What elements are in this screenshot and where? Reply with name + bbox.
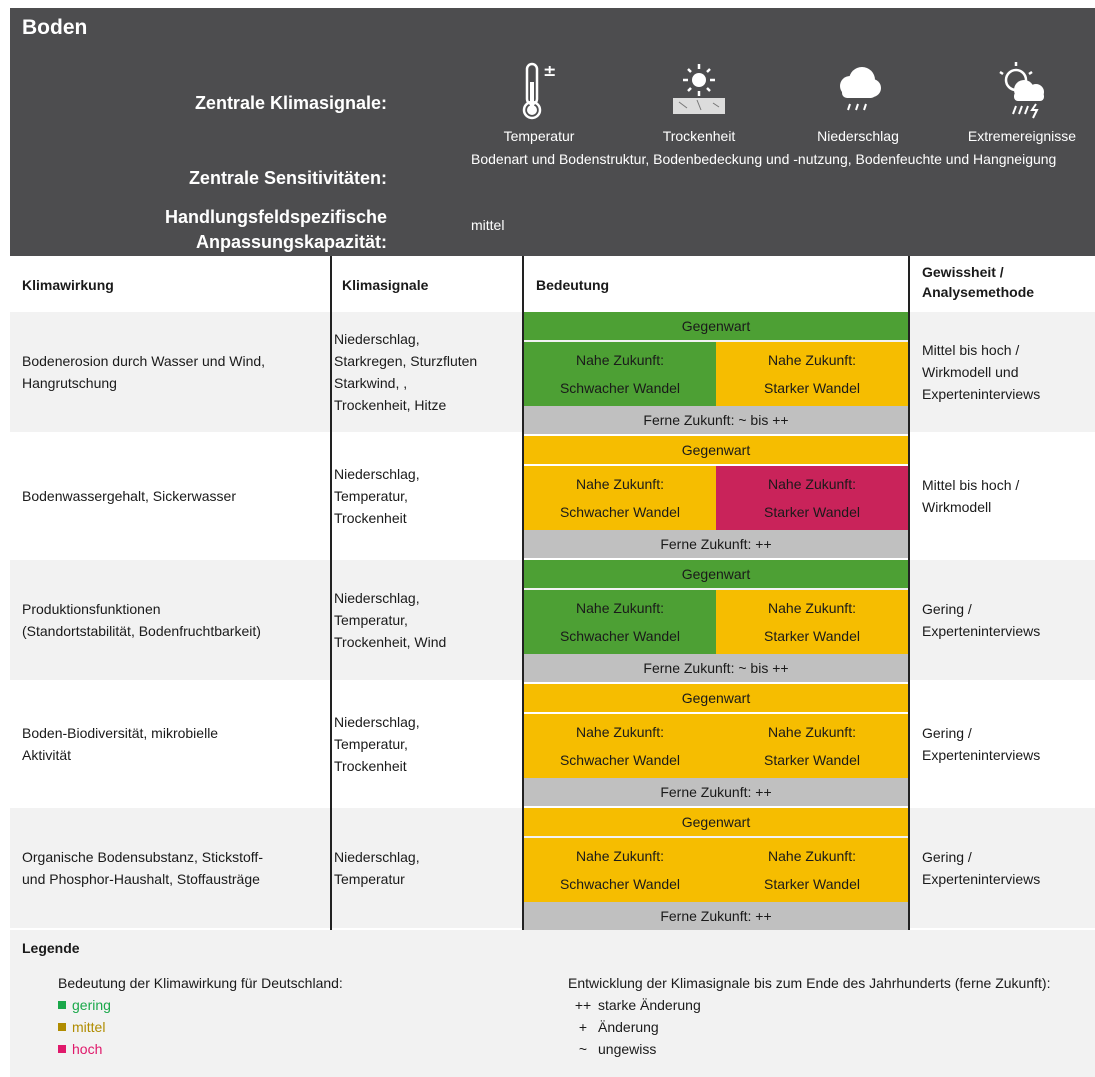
stark-label: Starker Wandel (764, 380, 860, 396)
legend-dev-symbol: ++ (574, 997, 592, 1013)
bedeutung-nahe-stark (716, 838, 908, 902)
legend-swatch (58, 1001, 66, 1009)
col-head-bedeutung: Bedeutung (536, 277, 610, 293)
bedeutung-nahe-stark (716, 590, 908, 654)
column-divider (330, 256, 332, 930)
capacity-label-line1: Handlungsfeldspezifische (164, 207, 387, 227)
legend-dev-label: Änderung (598, 1019, 659, 1035)
legend-dev-item (568, 1038, 1088, 1060)
legend-bedeutung-title: Bedeutung der Klimawirkung für Deutschland: (58, 975, 343, 991)
cell-gewissheit-text: Mittel bis hoch / Wirkmodell und Experteninterviews (922, 342, 1041, 402)
legend-swatch (58, 1045, 66, 1053)
signal-temperatur (469, 60, 609, 144)
cell-klimasignale-text: Niederschlag, Temperatur (334, 849, 420, 887)
bedeutung-ferne: Ferne Zukunft: ++ (524, 530, 908, 558)
legend-bedeutung (58, 972, 343, 1060)
cell-klimasignale (334, 312, 520, 432)
signal-label: Trockenheit (662, 128, 736, 144)
header-panel (10, 8, 1095, 256)
nahe-label: Nahe Zukunft: (768, 600, 856, 616)
cell-klimawirkung (22, 312, 327, 432)
bedeutung-gegenwart: Gegenwart (524, 808, 908, 836)
cell-klimasignale-text: Niederschlag, Temperatur, Trockenheit (334, 466, 420, 526)
impact-table (10, 256, 1095, 930)
signal-trockenheit (629, 60, 769, 144)
thermometer-icon (519, 60, 559, 122)
signal-label: Temperatur (503, 128, 575, 144)
page-title: Boden (22, 16, 88, 39)
bedeutung-block (524, 560, 908, 684)
legend-entwicklung-title: Entwicklung der Klimasignale bis zum Ende des Jahrhunderts (ferne Zukunft): (568, 975, 1051, 991)
nahe-label: Nahe Zukunft: (576, 600, 664, 616)
cell-klimasignale (334, 684, 520, 804)
cell-klimasignale-text: Niederschlag, Temperatur, Trockenheit, Wind (334, 590, 447, 650)
sensitivities-label: Zentrale Sensitivitäten: (188, 168, 387, 188)
legend-item-hoch (58, 1038, 343, 1060)
cell-gewissheit-text: Gering / Experteninterviews (922, 601, 1041, 639)
cell-gewissheit-text: Gering / Experteninterviews (922, 725, 1041, 763)
capacity-label (165, 205, 387, 255)
rain-cloud-icon (832, 60, 884, 122)
legend-entwicklung (568, 972, 1088, 1060)
bedeutung-nahe-stark (716, 714, 908, 778)
bedeutung-block (524, 312, 908, 436)
sensitivities-text: Bodenart und Bodenstruktur, Bodenbedeckung und -nutzung, Bodenfeuchte und Hangneigung (471, 151, 1057, 167)
legend-dev-symbol: + (578, 1019, 588, 1035)
bedeutung-gegenwart: Gegenwart (524, 436, 908, 464)
nahe-label: Nahe Zukunft: (768, 724, 856, 740)
cell-klimawirkung (22, 684, 327, 804)
bedeutung-block (524, 684, 908, 808)
capacity-label-line2: Anpassungskapazität: (195, 232, 387, 252)
bedeutung-ferne: Ferne Zukunft: ~ bis ++ (524, 654, 908, 682)
cell-klimawirkung (22, 436, 327, 556)
col-head-klimawirkung: Klimawirkung (22, 277, 114, 293)
cell-gewissheit (922, 684, 1092, 804)
legend-dev-label: starke Änderung (598, 997, 701, 1013)
legend-label: hoch (72, 1041, 103, 1057)
cell-klimasignale (334, 436, 520, 556)
legend-label: mittel (72, 1019, 106, 1035)
signal-label: Niederschlag (817, 128, 899, 144)
stark-label: Starker Wandel (764, 876, 860, 892)
cell-gewissheit (922, 808, 1092, 928)
legend-dev-symbol: ~ (578, 1041, 588, 1057)
bedeutung-ferne: Ferne Zukunft: ~ bis ++ (524, 406, 908, 434)
legend-item-mittel (58, 1016, 343, 1038)
schwach-label: Schwacher Wandel (559, 876, 681, 892)
col-head-klimasignale: Klimasignale (342, 277, 429, 293)
bedeutung-nahe-schwach (524, 466, 716, 530)
stark-label: Starker Wandel (764, 628, 860, 644)
bedeutung-block (524, 436, 908, 560)
legend-label: gering (72, 997, 111, 1013)
bedeutung-nahe-schwach (524, 838, 716, 902)
signals-label: Zentrale Klimasignale: (194, 93, 387, 113)
bedeutung-gegenwart: Gegenwart (524, 312, 908, 340)
signal-extremereignisse (952, 60, 1092, 144)
schwach-label: Schwacher Wandel (559, 380, 681, 396)
nahe-label: Nahe Zukunft: (768, 848, 856, 864)
bedeutung-gegenwart: Gegenwart (524, 560, 908, 588)
nahe-label: Nahe Zukunft: (768, 476, 856, 492)
storm-icon (992, 60, 1052, 122)
cell-klimasignale-text: Niederschlag, Starkregen, Sturzfluten Starkwind, , Trockenheit, Hitze (334, 331, 478, 413)
stark-label: Starker Wandel (764, 504, 860, 520)
legend-dev-item (568, 1016, 1088, 1038)
stark-label: Starker Wandel (764, 752, 860, 768)
cell-klimawirkung-text: Bodenerosion durch Wasser und Wind, Hangrutschung (22, 353, 266, 391)
bedeutung-nahe-stark (716, 466, 908, 530)
cell-klimawirkung-text: Bodenwassergehalt, Sickerwasser (22, 488, 236, 504)
legend-item-gering (58, 994, 343, 1016)
bedeutung-nahe-schwach (524, 714, 716, 778)
cell-gewissheit (922, 560, 1092, 680)
bedeutung-nahe-schwach (524, 342, 716, 406)
cell-klimawirkung-text: Organische Bodensubstanz, Stickstoff- und Phosphor-Haushalt, Stoffausträge (22, 849, 263, 887)
signal-label: Extremereignisse (967, 128, 1077, 144)
legend-dev-label: ungewiss (598, 1041, 657, 1057)
cell-gewissheit-text: Mittel bis hoch / Wirkmodell (922, 477, 1020, 515)
schwach-label: Schwacher Wandel (559, 504, 681, 520)
nahe-label: Nahe Zukunft: (576, 352, 664, 368)
legend-title: Legende (22, 940, 80, 956)
nahe-label: Nahe Zukunft: (576, 724, 664, 740)
nahe-label: Nahe Zukunft: (576, 476, 664, 492)
cell-klimawirkung-text: Boden-Biodiversität, mikrobielle Aktivität (22, 725, 219, 763)
legend (10, 930, 1095, 1077)
col-head-gewissheit: Gewissheit / Analysemethode (922, 264, 1035, 300)
drought-icon (669, 60, 729, 122)
cell-klimawirkung (22, 560, 327, 680)
cell-gewissheit-text: Gering / Experteninterviews (922, 849, 1041, 887)
signal-niederschlag (788, 60, 928, 144)
cell-klimawirkung-text: Produktionsfunktionen (Standortstabilität, Bodenfruchtbarkeit) (22, 601, 261, 639)
schwach-label: Schwacher Wandel (559, 628, 681, 644)
nahe-label: Nahe Zukunft: (576, 848, 664, 864)
cell-gewissheit (922, 436, 1092, 556)
cell-klimawirkung (22, 808, 327, 928)
bedeutung-block (524, 808, 908, 932)
column-divider (908, 256, 910, 930)
cell-klimasignale-text: Niederschlag, Temperatur, Trockenheit (334, 714, 420, 774)
bedeutung-nahe-schwach (524, 590, 716, 654)
nahe-label: Nahe Zukunft: (768, 352, 856, 368)
column-divider (522, 256, 524, 930)
legend-dev-item (568, 994, 1088, 1016)
schwach-label: Schwacher Wandel (559, 752, 681, 768)
bedeutung-gegenwart: Gegenwart (524, 684, 908, 712)
cell-klimasignale (334, 560, 520, 680)
bedeutung-ferne: Ferne Zukunft: ++ (524, 778, 908, 806)
cell-gewissheit (922, 312, 1092, 432)
bedeutung-nahe-stark (716, 342, 908, 406)
bedeutung-ferne: Ferne Zukunft: ++ (524, 902, 908, 930)
svg-text:±: ± (543, 61, 557, 80)
legend-swatch (58, 1023, 66, 1031)
capacity-value: mittel (471, 217, 505, 233)
cell-klimasignale (334, 808, 520, 928)
